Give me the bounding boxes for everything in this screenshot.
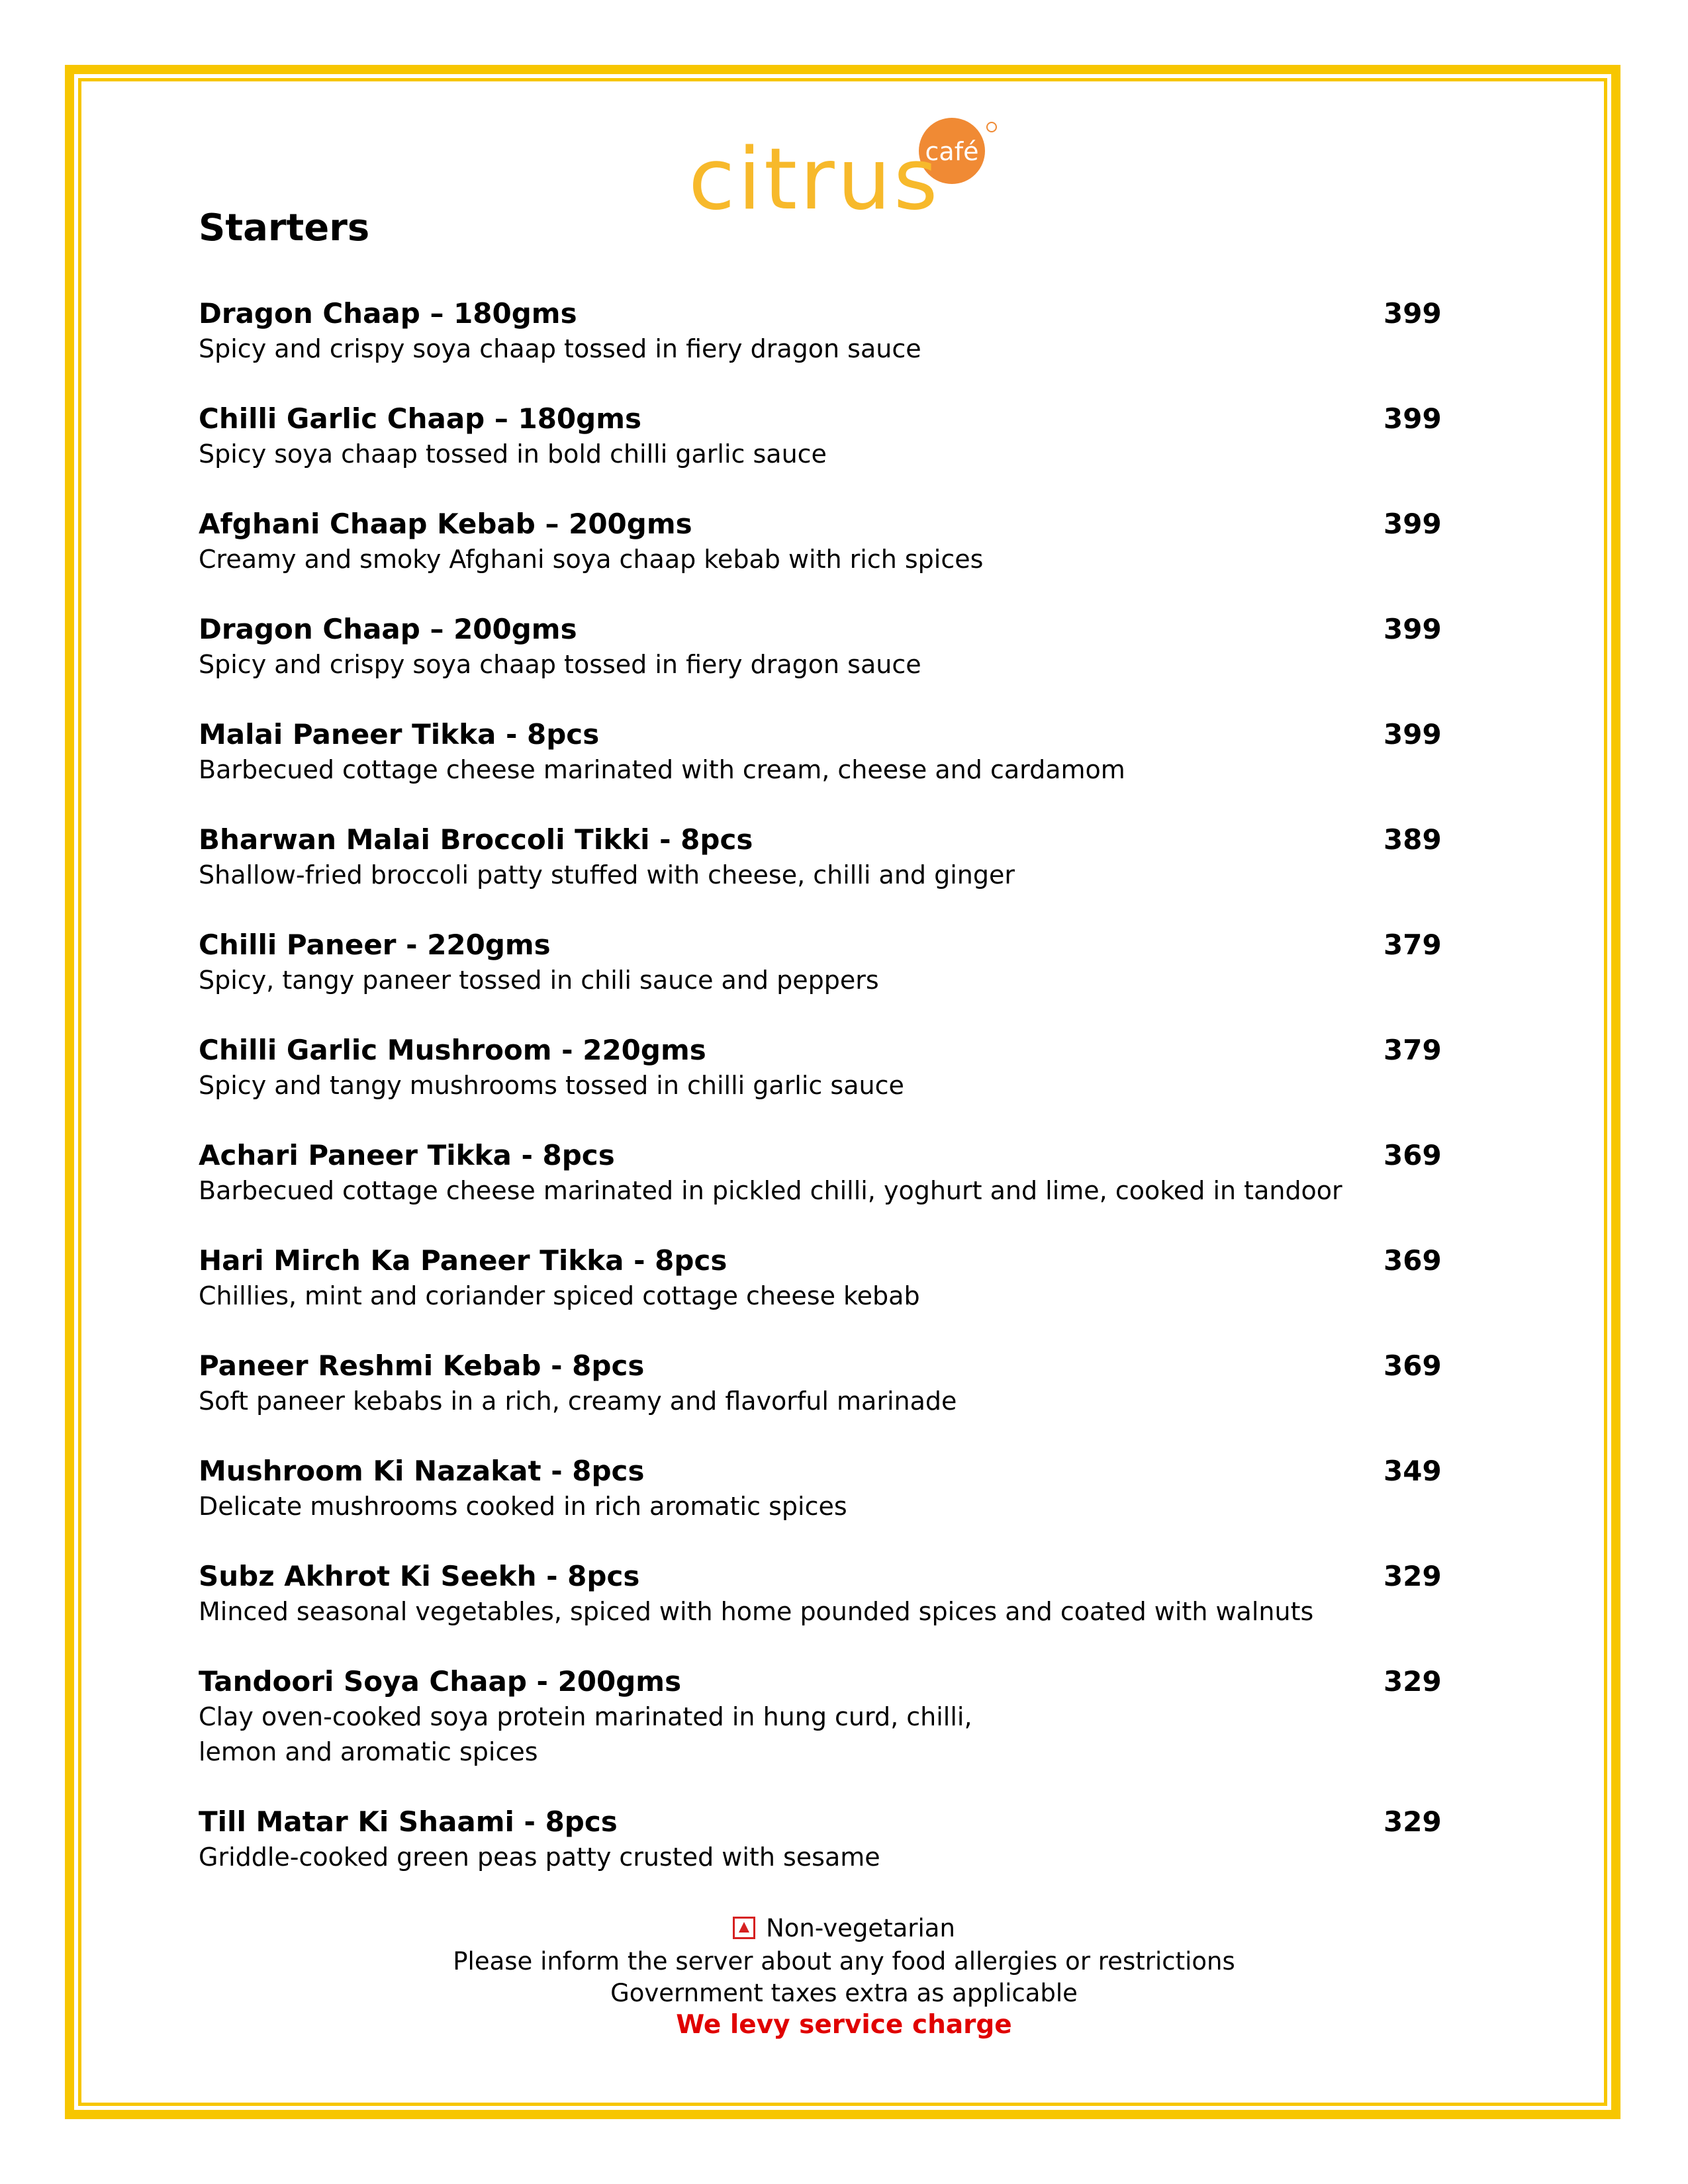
citrus-cafe-logo (675, 113, 1019, 225)
menu-item (199, 1348, 1456, 1453)
item-name: Afghani Chaap Kebab – 200gms (199, 508, 692, 540)
menu-item-list (199, 296, 1456, 1909)
item-description: Minced seasonal vegetables, spiced with home pounded spices and coated with walnuts (199, 1597, 1314, 1626)
item-price: 399 (1383, 402, 1442, 435)
menu-item (199, 927, 1456, 1032)
nonveg-legend (199, 1913, 1489, 1944)
item-price: 389 (1383, 823, 1442, 856)
menu-item (199, 1664, 1456, 1804)
item-name: Tandoori Soya Chaap - 200gms (199, 1665, 682, 1698)
item-description: Shallow-fried broccoli patty stuffed with cheese, chilli and ginger (199, 860, 1015, 889)
menu-item (199, 1032, 1456, 1138)
service-charge-note: We levy service charge (676, 2010, 1012, 2040)
item-price: 349 (1383, 1455, 1442, 1487)
item-name: Mushroom Ki Nazakat - 8pcs (199, 1455, 645, 1487)
menu-item (199, 1804, 1456, 1909)
item-name: Bharwan Malai Broccoli Tikki - 8pcs (199, 823, 753, 856)
menu-item (199, 822, 1456, 927)
menu-item (199, 296, 1456, 401)
item-price: 399 (1383, 613, 1442, 645)
item-name: Chilli Garlic Mushroom - 220gms (199, 1034, 706, 1066)
item-name: Dragon Chaap – 180gms (199, 297, 577, 330)
item-price: 379 (1383, 929, 1442, 961)
item-description: Clay oven-cooked soya protein marinated in hung curd, chilli, lemon and aromatic spices (199, 1702, 972, 1766)
item-price: 369 (1383, 1349, 1442, 1382)
item-name: Chilli Garlic Chaap – 180gms (199, 402, 641, 435)
item-description: Spicy soya chaap tossed in bold chilli garlic sauce (199, 439, 827, 469)
item-description: Chillies, mint and coriander spiced cottage cheese kebab (199, 1281, 920, 1310)
menu-item (199, 717, 1456, 822)
item-price: 369 (1383, 1139, 1442, 1171)
item-description: Spicy and tangy mushrooms tossed in chilli garlic sauce (199, 1071, 904, 1100)
registered-mark-icon (987, 122, 996, 132)
menu-item (199, 401, 1456, 506)
item-name: Chilli Paneer - 220gms (199, 929, 551, 961)
item-price: 369 (1383, 1244, 1442, 1277)
item-price: 329 (1383, 1805, 1442, 1838)
allergy-note: Please inform the server about any food allergies or restrictions (453, 1947, 1235, 1976)
item-price: 399 (1383, 508, 1442, 540)
item-name: Paneer Reshmi Kebab - 8pcs (199, 1349, 645, 1382)
item-price: 399 (1383, 718, 1442, 751)
item-description: Griddle-cooked green peas patty crusted with sesame (199, 1843, 880, 1872)
item-description: Soft paneer kebabs in a rich, creamy and flavorful marinade (199, 1387, 957, 1416)
menu-item (199, 612, 1456, 717)
item-description: Barbecued cottage cheese marinated in pickled chilli, yoghurt and lime, cooked in tandoor (199, 1176, 1342, 1205)
item-name: Till Matar Ki Shaami - 8pcs (199, 1805, 618, 1838)
item-name: Subz Akhrot Ki Seekh - 8pcs (199, 1560, 640, 1592)
item-description: Creamy and smoky Afghani soya chaap kebab with rich spices (199, 545, 984, 574)
tax-note: Government taxes extra as applicable (610, 1979, 1078, 2007)
menu-item (199, 1138, 1456, 1243)
section-title: Starters (199, 206, 370, 250)
item-description: Delicate mushrooms cooked in rich aromatic spices (199, 1492, 847, 1521)
menu-item (199, 506, 1456, 612)
logo-wordmark: citrus (688, 130, 941, 225)
item-description: Barbecued cottage cheese marinated with cream, cheese and cardamom (199, 755, 1125, 784)
item-description: Spicy and crispy soya chaap tossed in fiery dragon sauce (199, 650, 921, 679)
item-price: 379 (1383, 1034, 1442, 1066)
non-veg-symbol-icon (733, 1917, 755, 1939)
item-price: 329 (1383, 1665, 1442, 1698)
item-price: 399 (1383, 297, 1442, 330)
item-name: Malai Paneer Tikka - 8pcs (199, 718, 600, 751)
item-price: 329 (1383, 1560, 1442, 1592)
item-description: Spicy and crispy soya chaap tossed in fiery dragon sauce (199, 334, 921, 363)
item-description: Spicy, tangy paneer tossed in chili sauce and peppers (199, 966, 879, 995)
menu-item (199, 1453, 1456, 1559)
logo-badge-text: café (925, 137, 979, 166)
nonveg-label: Non-vegetarian (766, 1914, 955, 1942)
menu-item (199, 1243, 1456, 1348)
item-name: Hari Mirch Ka Paneer Tikka - 8pcs (199, 1244, 727, 1277)
item-name: Achari Paneer Tikka - 8pcs (199, 1139, 615, 1171)
menu-item (199, 1559, 1456, 1664)
item-name: Dragon Chaap – 200gms (199, 613, 577, 645)
